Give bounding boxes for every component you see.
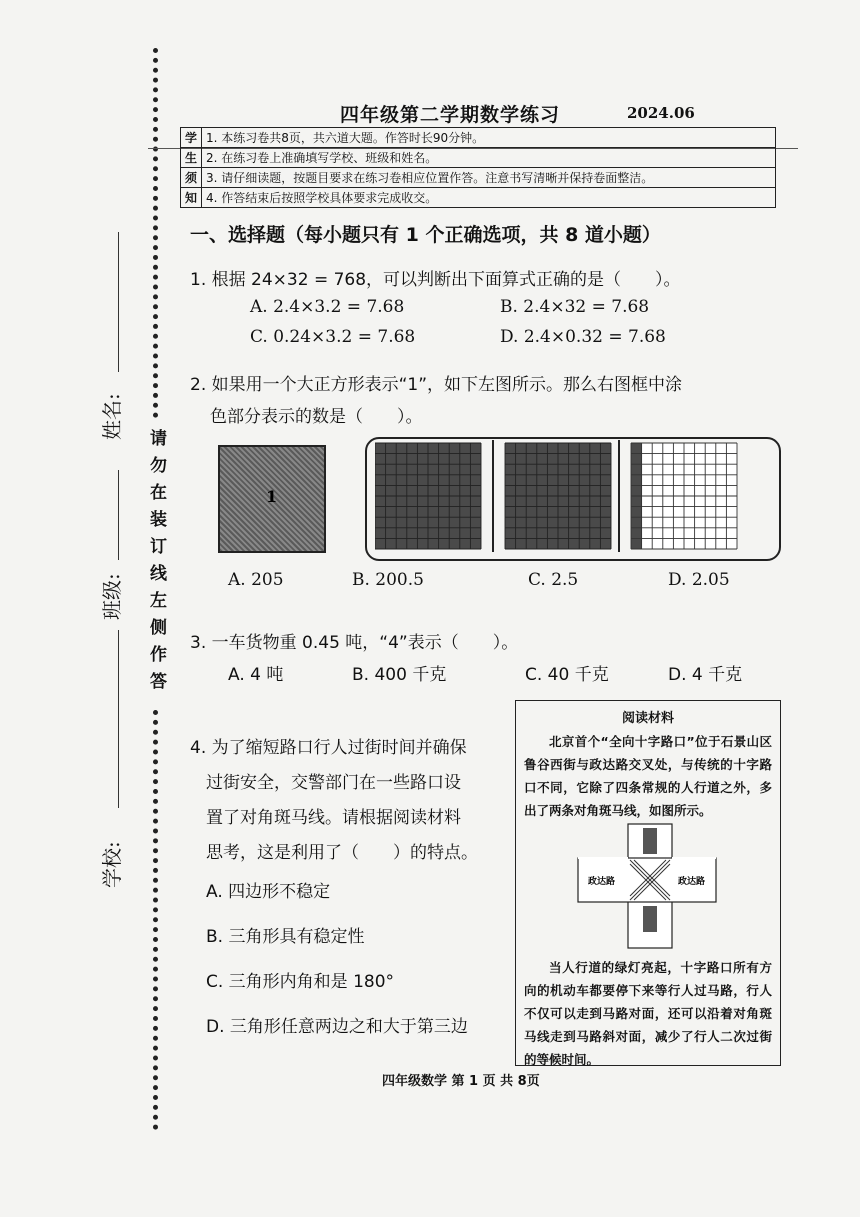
q3-stem: 3. 一车货物重 0.45 吨，“4”表示（ ）。 <box>190 633 519 653</box>
class-label: 班级: <box>100 573 124 620</box>
hundred-grids <box>375 440 745 552</box>
school-label: 学校: <box>100 841 124 888</box>
class-underline-2 <box>118 630 119 740</box>
page-footer: 四年级数学 第 1 页 共 8页 <box>382 1074 540 1089</box>
q3-option-c: C. 40 千克 <box>525 665 609 685</box>
unit-square <box>218 445 326 553</box>
q1-option-b: B. 2.4×32 = 7.68 <box>500 297 650 317</box>
binding-warning-char: 订 <box>150 537 167 557</box>
binding-warning-char: 左 <box>150 591 167 611</box>
q1-option-d: D. 2.4×0.32 = 7.68 <box>500 327 666 347</box>
name-underline <box>118 232 119 372</box>
q2-option-a: A. 205 <box>228 570 284 590</box>
name-label: 姓名: <box>100 393 124 440</box>
q1-option-c: C. 0.24×3.2 = 7.68 <box>250 327 416 347</box>
q4-stem-3: 置了对角斑马线。请根据阅读材料 <box>206 808 461 828</box>
notice-key: 知 <box>181 188 202 208</box>
binding-warning-char: 请 <box>150 429 167 449</box>
road-ew-right-label: 政达路 <box>678 877 706 887</box>
q4-option-c: C. 三角形内角和是 180° <box>206 972 395 992</box>
q2-stem-line2: 色部分表示的数是（ ）。 <box>210 407 423 427</box>
notice-line: 2. 在练习卷上准确填写学校、班级和姓名。 <box>202 148 776 168</box>
reading-title: 阅读材料 <box>621 711 674 726</box>
notice-key: 须 <box>181 168 202 188</box>
partial-shaded-grid <box>631 443 737 549</box>
binding-warning-char: 在 <box>150 483 167 503</box>
q1-option-a: A. 2.4×3.2 = 7.68 <box>250 297 405 317</box>
q3-option-d: D. 4 千克 <box>668 665 743 685</box>
notice-table <box>180 127 776 208</box>
binding-warning-char: 侧 <box>150 618 167 638</box>
binding-warning-char: 线 <box>150 564 167 584</box>
intersection-diagram <box>516 822 778 950</box>
q2-option-b: B. 200.5 <box>352 570 424 590</box>
binding-dotted-line-bottom <box>153 710 163 1130</box>
section-1-title: 一、选择题（每小题只有 1 个正确选项，共 8 道小题） <box>190 224 661 246</box>
q4-option-a: A. 四边形不稳定 <box>206 882 331 902</box>
binding-warning-char: 作 <box>150 645 167 665</box>
full-shaded-grid <box>505 443 611 549</box>
notice-line: 1. 本练习卷共8页，共六道大题。作答时长90分钟。 <box>202 128 776 148</box>
q4-option-d: D. 三角形任意两边之和大于第三边 <box>206 1017 468 1037</box>
q3-option-b: B. 400 千克 <box>352 665 447 685</box>
binding-warning-char: 勿 <box>150 456 167 476</box>
notice-line: 4. 作答结束后按照学校具体要求完成收交。 <box>202 188 776 208</box>
q1-stem: 1. 根据 24×32 = 768，可以判断出下面算式正确的是（ ）。 <box>190 270 681 290</box>
q2-option-c: C. 2.5 <box>528 570 579 590</box>
notice-key: 学 <box>181 128 202 148</box>
unit-square-label: 1 <box>266 487 278 506</box>
q2-option-d: D. 2.05 <box>668 570 730 590</box>
binding-dotted-line-top <box>153 48 163 418</box>
full-shaded-grid <box>375 443 481 549</box>
q4-stem-2: 过街安全，交警部门在一些路口设 <box>206 773 461 793</box>
binding-warning-char: 答 <box>150 672 167 692</box>
q2-stem-line1: 2. 如果用一个大正方形表示“1”，如下左图所示。那么右图框中涂 <box>190 375 683 395</box>
notice-line: 3. 请仔细读题，按题目要求在练习卷相应位置作答。注意书写清晰并保持卷面整洁。 <box>202 168 776 188</box>
binding-warning-char: 装 <box>150 510 167 530</box>
notice-key: 生 <box>181 148 202 168</box>
q4-stem-1: 4. 为了缩短路口行人过街时间并确保 <box>190 738 467 758</box>
class-underline <box>118 470 119 560</box>
page-title: 四年级第二学期数学练习 <box>340 104 561 126</box>
road-ew-left-label: 政达路 <box>588 877 616 887</box>
reading-para-1: 北京首个“全向十字路口”位于石景山区鲁谷西街与政达路交叉处，与传统的十字路口不同，它除了四条常规的人行道之外，多出了两条对角斑马线，如图所示。 <box>524 734 772 818</box>
q4-stem-4: 思考，这是利用了（ ）的特点。 <box>206 843 478 863</box>
q4-option-b: B. 三角形具有稳定性 <box>206 927 365 947</box>
reading-para-2: 当人行道的绿灯亮起，十字路口所有方向的机动车都要停下来等行人过马路，行人不仅可以走到马路对面，还可以沿着对角斑马线走到马路斜对面，减少了行人二次过街的等候时间。 <box>524 960 772 1067</box>
school-underline <box>118 738 119 808</box>
q3-option-a: A. 4 吨 <box>228 665 284 685</box>
reading-material-box <box>515 700 781 1066</box>
exam-date: 2024.06 <box>627 104 695 122</box>
